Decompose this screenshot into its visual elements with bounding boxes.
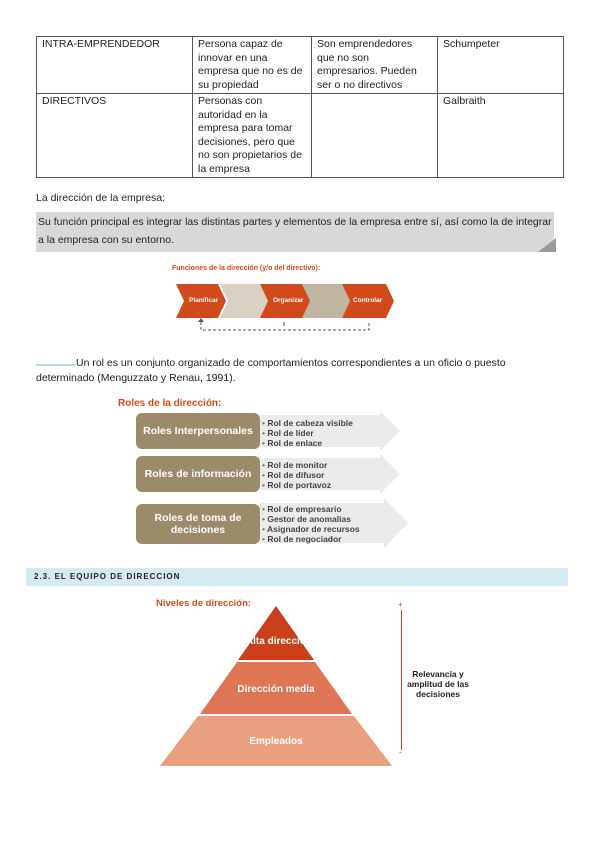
relevance-axis — [401, 610, 402, 750]
table-row — [37, 37, 564, 94]
role-box-interpersonales — [136, 413, 260, 449]
table-cell: INTRA-EMPRENDEDOR — [37, 37, 193, 94]
role-label: Roles Interpersonales — [143, 425, 253, 437]
role-item: • Rol de cabeza visible — [262, 418, 353, 428]
role-item: • Rol de enlace — [262, 438, 353, 448]
table-cell: Persona capaz de innovar en una empresa que no es de su propiedad — [193, 37, 312, 94]
table-cell: Personas con autoridad en la empresa para tomar decisiones, pero que no son propietarios de la empresa — [193, 94, 312, 178]
table-cell — [312, 94, 438, 178]
funciones-title: Funciones de la dirección (y/o del directivo): — [172, 265, 321, 272]
table-cell: DIRECTIVOS — [37, 94, 193, 178]
role-item: • Rol de empresario — [262, 504, 360, 514]
direccion-label: La dirección de la empresa: — [36, 192, 165, 204]
band-text: Su función principal es integrar las distintas partes y elementos de la empresa entre sí, así como la de integrar a la empresa con su entorno. — [38, 216, 552, 246]
level-alta-label: Alta dirección — [245, 636, 313, 647]
axis-minus: - — [399, 748, 402, 757]
role-items — [262, 460, 331, 490]
role-box-decisiones — [136, 504, 260, 544]
role-label: Roles de toma de decisiones — [154, 512, 242, 536]
function-band — [36, 212, 554, 252]
role-label: Roles de información — [144, 468, 252, 480]
niveles-title: Niveles de dirección: — [156, 598, 252, 609]
role-item: • Rol de portavoz — [262, 480, 331, 490]
step-controlar-label: Controlar — [353, 297, 383, 304]
role-item: • Asignador de recursos — [262, 524, 360, 534]
axis-plus: + — [398, 600, 403, 609]
role-item: • Rol de monitor — [262, 460, 331, 470]
role-items — [262, 504, 360, 544]
fold-corner — [538, 238, 556, 252]
feedback-arrowhead — [198, 318, 204, 322]
funciones-diagram — [176, 282, 396, 334]
section-heading: 2.3. EL EQUIPO DE DIRECCION — [26, 568, 568, 586]
step-planificar-label: Planificar — [189, 297, 219, 304]
role-item: • Rol de negociador — [262, 534, 360, 544]
table-cell: Galbraith — [438, 94, 564, 178]
table-row — [37, 94, 564, 178]
table-cell: Son emprendedores que no son empresarios. Pueden ser o no directivos — [312, 37, 438, 94]
table-cell: Schumpeter — [438, 37, 564, 94]
rol-definition: Un rol es un conjunto organizado de comportamientos correspondientes a un oficio o puesto determinado (Menguzzato y Renau, 1991). — [36, 357, 506, 384]
level-alta-shape — [238, 606, 314, 660]
level-media-label: Dirección media — [237, 684, 315, 695]
roles-title: Roles de la dirección: — [118, 398, 222, 409]
step-organizar-label: Organizar — [273, 297, 304, 304]
authors-table — [36, 36, 564, 178]
role-items — [262, 418, 353, 448]
level-empleados-label: Empleados — [249, 736, 303, 747]
relevance-label: Relevancia y amplitud de las decisiones — [407, 669, 469, 699]
feedback-line — [201, 322, 369, 330]
role-box-informacion — [136, 456, 260, 492]
role-item: • Gestor de anomalías — [262, 514, 360, 524]
role-item: • Rol de líder — [262, 428, 353, 438]
role-item: • Rol de difusor — [262, 470, 331, 480]
